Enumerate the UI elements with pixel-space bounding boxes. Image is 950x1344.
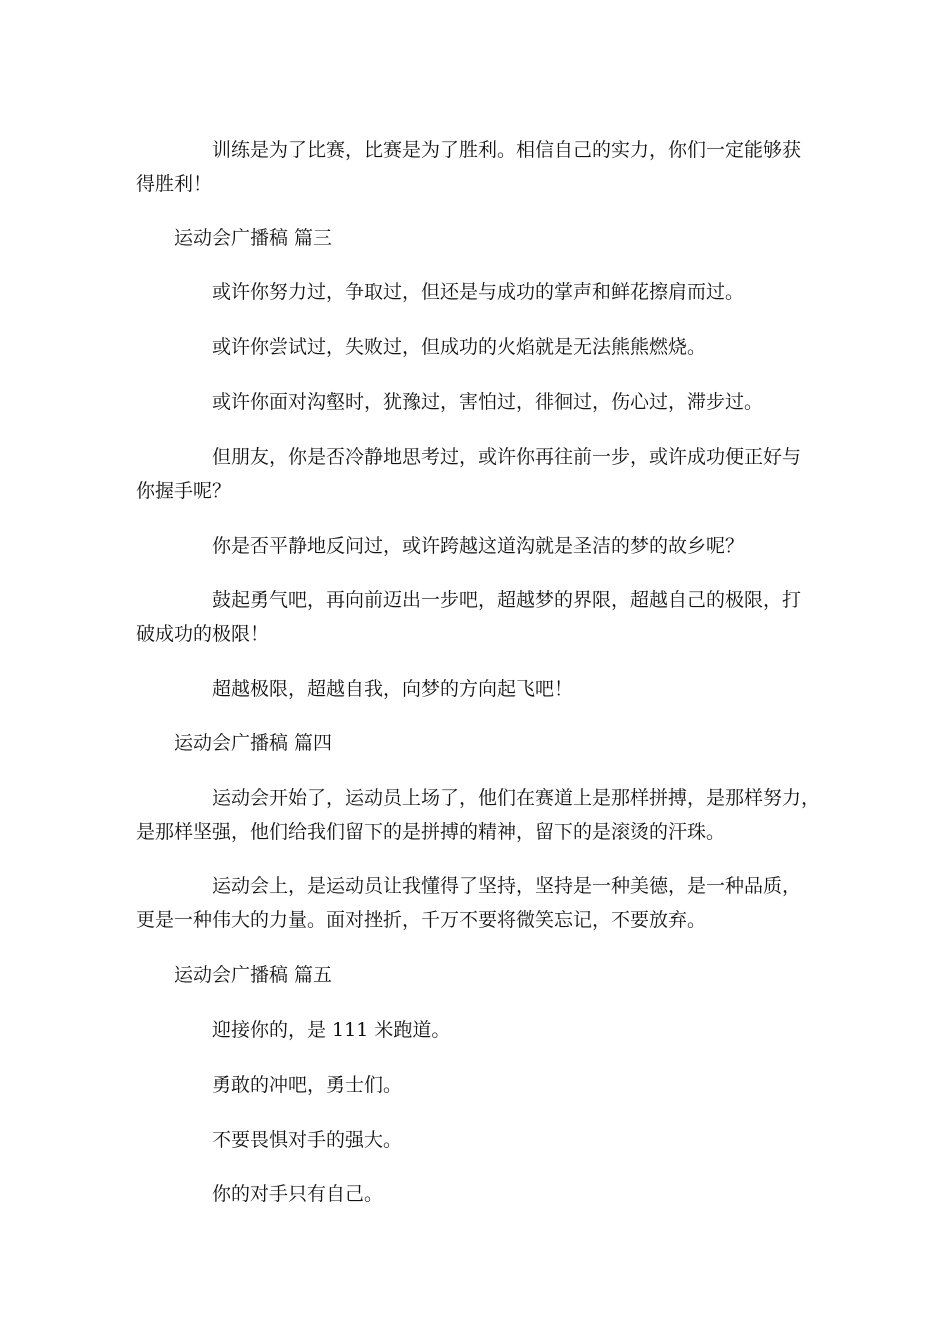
paragraph-line: 你是否平静地反问过，或许跨越这道沟就是圣洁的梦的故乡呢？ <box>212 535 745 557</box>
paragraph-line: 破成功的极限！ <box>136 623 270 645</box>
paragraph-line: 更是一种伟大的力量。面对挫折，千万不要将微笑忘记，不要放弃。 <box>136 909 707 931</box>
paragraph-line: 或许你努力过，争取过，但还是与成功的掌声和鲜花擦肩而过。 <box>212 281 745 303</box>
paragraph-line: 训练是为了比赛，比赛是为了胜利。相信自己的实力，你们一定能够获 <box>212 139 802 161</box>
paragraph-line: 你握手呢？ <box>136 480 232 502</box>
paragraph-line: 你的对手只有自己。 <box>212 1183 384 1205</box>
section-heading-3: 运动会广播稿 篇三 <box>174 227 333 249</box>
paragraph-line: 鼓起勇气吧，再向前迈出一步吧，超越梦的界限，超越自己的极限，打 <box>212 589 802 611</box>
section-heading-4: 运动会广播稿 篇四 <box>174 732 333 754</box>
paragraph-line: 不要畏惧对手的强大。 <box>212 1129 403 1151</box>
paragraph-line: 运动会开始了，运动员上场了，他们在赛道上是那样拼搏，是那样努力， <box>212 787 821 809</box>
paragraph-line: 超越极限，超越自我，向梦的方向起飞吧！ <box>212 678 574 700</box>
paragraph-line: 迎接你的，是 111 米跑道。 <box>212 1019 451 1041</box>
paragraph-line: 运动会上，是运动员让我懂得了坚持，坚持是一种美德，是一种品质， <box>212 875 802 897</box>
section-heading-5: 运动会广播稿 篇五 <box>174 964 333 986</box>
paragraph-line: 或许你尝试过，失败过，但成功的火焰就是无法熊熊燃烧。 <box>212 336 707 358</box>
paragraph-line: 勇敢的冲吧，勇士们。 <box>212 1074 403 1096</box>
paragraph-line: 但朋友，你是否冷静地思考过，或许你再往前一步，或许成功便正好与 <box>212 446 802 468</box>
paragraph-line: 得胜利！ <box>136 173 213 195</box>
paragraph-line: 或许你面对沟壑时，犹豫过，害怕过，徘徊过，伤心过，滞步过。 <box>212 391 764 413</box>
paragraph-line: 是那样坚强，他们给我们留下的是拼搏的精神，留下的是滚烫的汗珠。 <box>136 821 726 843</box>
